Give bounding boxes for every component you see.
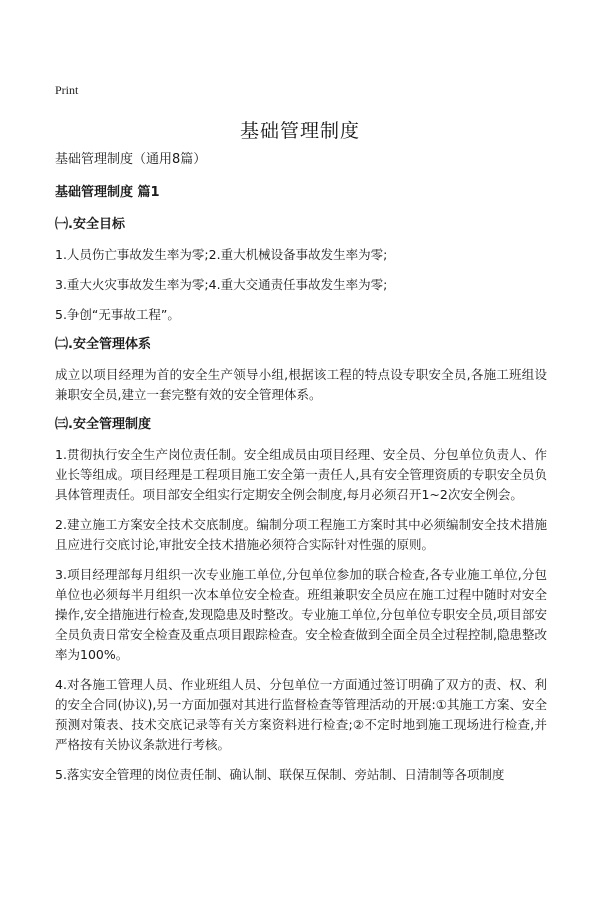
print-label: Print: [55, 83, 79, 97]
paragraph: 成立以项目经理为首的安全生产领导小组,根据该工程的特点设专职安全员,各施工班组设兼职安全员,建立一套完整有效的安全管理体系。: [55, 367, 547, 402]
section-safety-system: [55, 335, 547, 405]
paragraph: 3.重大火灾事故发生率为零;4.重大交通责任事故发生率为零;: [55, 277, 388, 292]
section-heading: ㈢.安全管理制度: [55, 417, 151, 432]
section-heading: ㈡.安全管理体系: [55, 337, 151, 352]
document-title: 基础管理制度: [239, 120, 360, 142]
paragraph: 4.对各施工管理人员、作业班组人员、分包单位一方面通过签订明确了双方的责、权、利的安全合同(协议),另一方面加强对其进行监督检查等管理活动的开展:①其施工方案、安全预测对策表、技术交底记录等有关方案资料进行检查;②不定时地到施工现场进行检查,并严格按有关协议条款进行考核。: [55, 677, 547, 752]
part-title: 基础管理制度 篇1: [55, 185, 160, 200]
paragraph: 5.争创“无事故工程”。: [55, 307, 180, 322]
section-safety-goals: [55, 215, 547, 325]
paragraph: 5.落实安全管理的岗位责任制、确认制、联保互保制、旁站制、日清制等各项制度: [55, 767, 505, 782]
section-safety-rules: [55, 415, 547, 785]
document-subtitle: 基础管理制度（通用8篇）: [55, 152, 207, 167]
paragraph: 1.人员伤亡事故发生率为零;2.重大机械设备事故发生率为零;: [55, 247, 388, 262]
section-heading: ㈠.安全目标: [55, 217, 125, 232]
paragraph: 2.建立施工方案安全技术交底制度。编制分项工程施工方案时其中必须编制安全技术措施且应进行交底讨论,审批安全技术措施必须符合实际针对性强的原则。: [55, 517, 547, 552]
document-body: [55, 150, 547, 795]
paragraph: 1.贯彻执行安全生产岗位责任制。安全组成员由项目经理、安全员、分包单位负责人、作业长等组成。项目经理是工程项目施工安全第一责任人,具有安全管理资质的专职安全员负具体管理责任。项目部安全组实行定期安全例会制度,每月必须召开1~2次安全例会。: [55, 447, 547, 502]
paragraph: 3.项目经理部每月组织一次专业施工单位,分包单位参加的联合检查,各专业施工单位,分包单位也必须每半月组织一次本单位安全检查。班组兼职安全员应在施工过程中随时对安全操作,安全措施进行检查,发现隐患及时整改。专业施工单位,分包单位专职安全员,项目部安全员负责日常安全检查及重点项目跟踪检查。安全检查做到全面全员全过程控制,隐患整改率为100%。: [55, 567, 547, 662]
